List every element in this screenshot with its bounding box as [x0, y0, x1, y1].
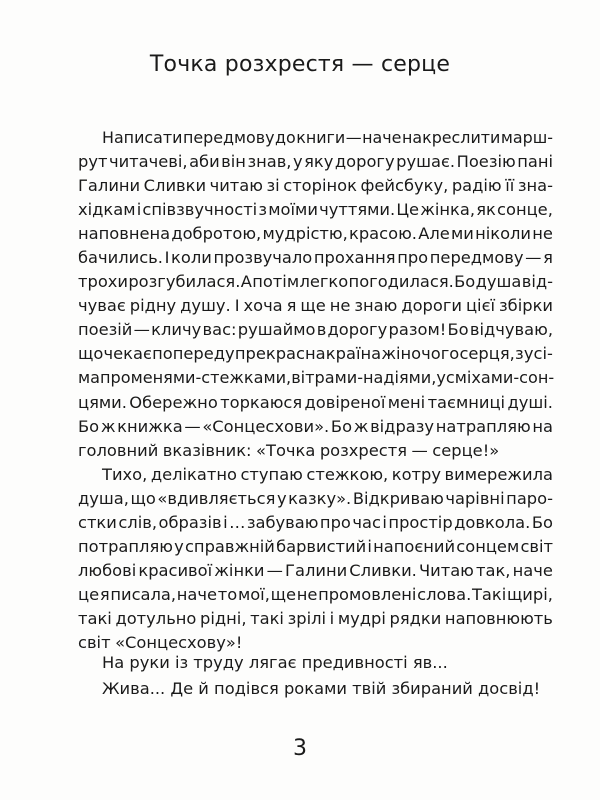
paragraph-line: Бо ж книжка — «Сонцесхови». Бо ж відразу натрапляю на — [78, 416, 553, 436]
paragraph-line: душа, що «вдивляється у казку». Відкриваю чарівні паро- — [78, 488, 553, 508]
poem-line: На руки із труду лягає предивності яв... — [102, 653, 448, 672]
paragraph-line: бачились. І коли прозвучало прохання про передмову — я — [78, 248, 553, 268]
paragraph-line: ма променями-стежками, вітрами-надіями, усміхами-сон- — [78, 368, 555, 388]
paragraph-line: головний вказівник: «Точка розхрестя — серце!» — [78, 440, 500, 460]
paragraph-line: хідкам і співзвучності з моїми чуттями. Це жінка, як сонце, — [78, 200, 553, 220]
paragraph-line: чуває рідну душу. І хоча я ще не знаю дороги цієї збірки — [78, 296, 553, 316]
paragraph-line: наповнена добротою, мудрістю, красою. Але ми ніколи не — [78, 224, 553, 244]
body-text — [78, 126, 553, 655]
paragraph-line: цями. Обережно торкаюся довіреної мені таємниці душі. — [78, 392, 553, 412]
paragraph-line: Галини Сливки читаю зі сторінок фейсбуку, радію її зна- — [78, 176, 553, 196]
poem-excerpt — [102, 650, 572, 702]
paragraph-line: Тихо, делікатно ступаю стежкою, котру вимережила — [102, 464, 553, 484]
paragraph-line: це я писала, наче то мої, ще не промовлені слова. Такі щирі, — [78, 584, 553, 604]
paragraph-line: стки слів, образів і … забуваю про час і простір довкола. Бо — [78, 512, 553, 532]
paragraph-line: любові красивої жінки — Галини Сливки. Читаю так, наче — [78, 560, 553, 580]
paragraph-line: потрапляю у справжній барвистий і напоєний сонцем світ — [78, 536, 553, 556]
paragraph-line: рут читачеві, аби він знав, у яку дорогу рушає. Поезію пані — [78, 152, 553, 172]
paragraph-line: поезій — кличу вас: рушаймо в дорогу разом! Бо відчуваю, — [78, 320, 553, 340]
page-title: Точка розхрестя — серце — [149, 52, 451, 77]
poem-line: Жива... Де й подівся роками твій збираний досвід! — [102, 679, 541, 698]
paragraph-line: світ «Сонцесхову»! — [78, 632, 243, 652]
page-number: 3 — [293, 736, 307, 761]
paragraph-line: такі дотульно рідні, такі зрілі і мудрі рядки наповнюють — [78, 608, 553, 628]
paragraph-line: Написати передмову до книги — наче накреслити марш- — [102, 128, 553, 147]
paragraph-line: що чекає попереду прекрасна країна жіночого серця, з усі- — [78, 344, 553, 364]
paragraph-line: трохи розгубилася. А потім легко погодилася. Бо душа від- — [78, 272, 553, 292]
